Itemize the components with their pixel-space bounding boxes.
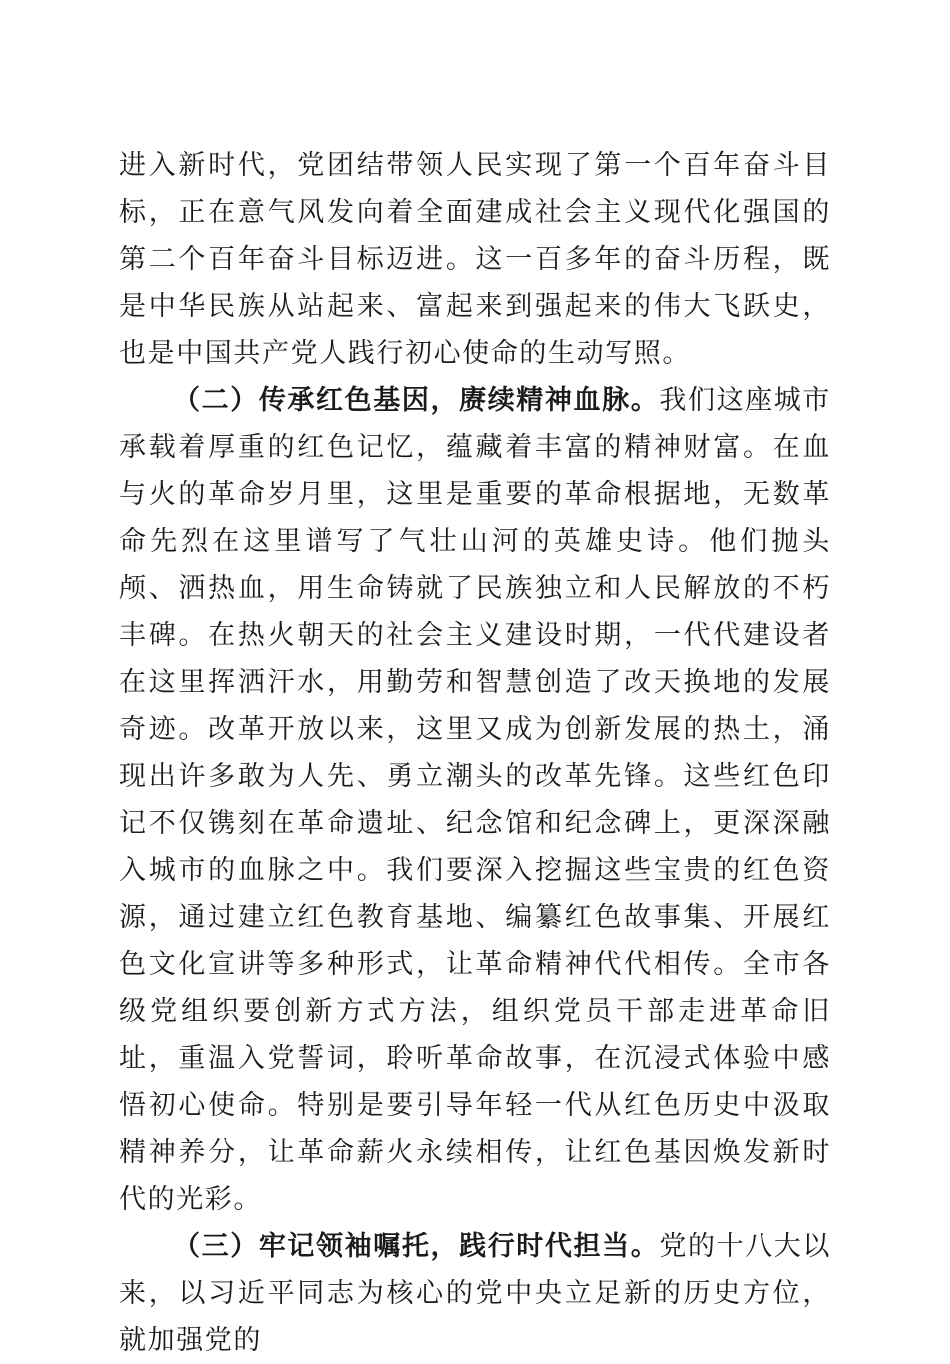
section-heading-2: （二）传承红色基因，赓续精神血脉。 bbox=[173, 385, 660, 416]
paragraph-1-text: 进入新时代，党团结带领人民实现了第一个百年奋斗目标，正在意气风发向着全面建成社会主义现代化强国的第二个百年奋斗目标迈进。这一百多年的奋斗历程，既是中华民族从站起来、富起来到强起来的伟大飞跃史，也是中国共产党人践行初心使命的生动写照。 bbox=[119, 150, 831, 369]
section-heading-3: （三）牢记领袖嘱托，践行时代担当。 bbox=[173, 1231, 660, 1262]
paragraph-3 bbox=[119, 1223, 831, 1364]
paragraph-2 bbox=[119, 377, 831, 1223]
paragraph-3-text: 党的十八大以来，以习近平同志为核心的党中央立足新的历史方位，就加强党的 bbox=[119, 1231, 832, 1356]
document-body bbox=[119, 142, 831, 1364]
paragraph-1 bbox=[119, 142, 831, 377]
paragraph-2-text: 我们这座城市承载着厚重的红色记忆，蕴藏着丰富的精神财富。在血与火的革命岁月里，这里是重要的革命根据地，无数革命先烈在这里谱写了气壮山河的英雄史诗。他们抛头颅、洒热血，用生命铸就了民族独立和人民解放的不朽丰碑。在热火朝天的社会主义建设时期，一代代建设者在这里挥洒汗水，用勤劳和智慧创造了改天换地的发展奇迹。改革开放以来，这里又成为创新发展的热土，涌现出许多敢为人先、勇立潮头的改革先锋。这些红色印记不仅镌刻在革命遗址、纪念馆和纪念碑上，更深深融入城市的血脉之中。我们要深入挖掘这些宝贵的红色资源，通过建立红色教育基地、编纂红色故事集、开展红色文化宣讲等多种形式，让革命精神代代相传。全市各级党组织要创新方式方法，组织党员干部走进革命旧址，重温入党誓词，聆听革命故事，在沉浸式体验中感悟初心使命。特别是要引导年轻一代从红色历史中汲取精神养分，让革命薪火永续相传，让红色基因焕发新时代的光彩。 bbox=[119, 385, 832, 1215]
